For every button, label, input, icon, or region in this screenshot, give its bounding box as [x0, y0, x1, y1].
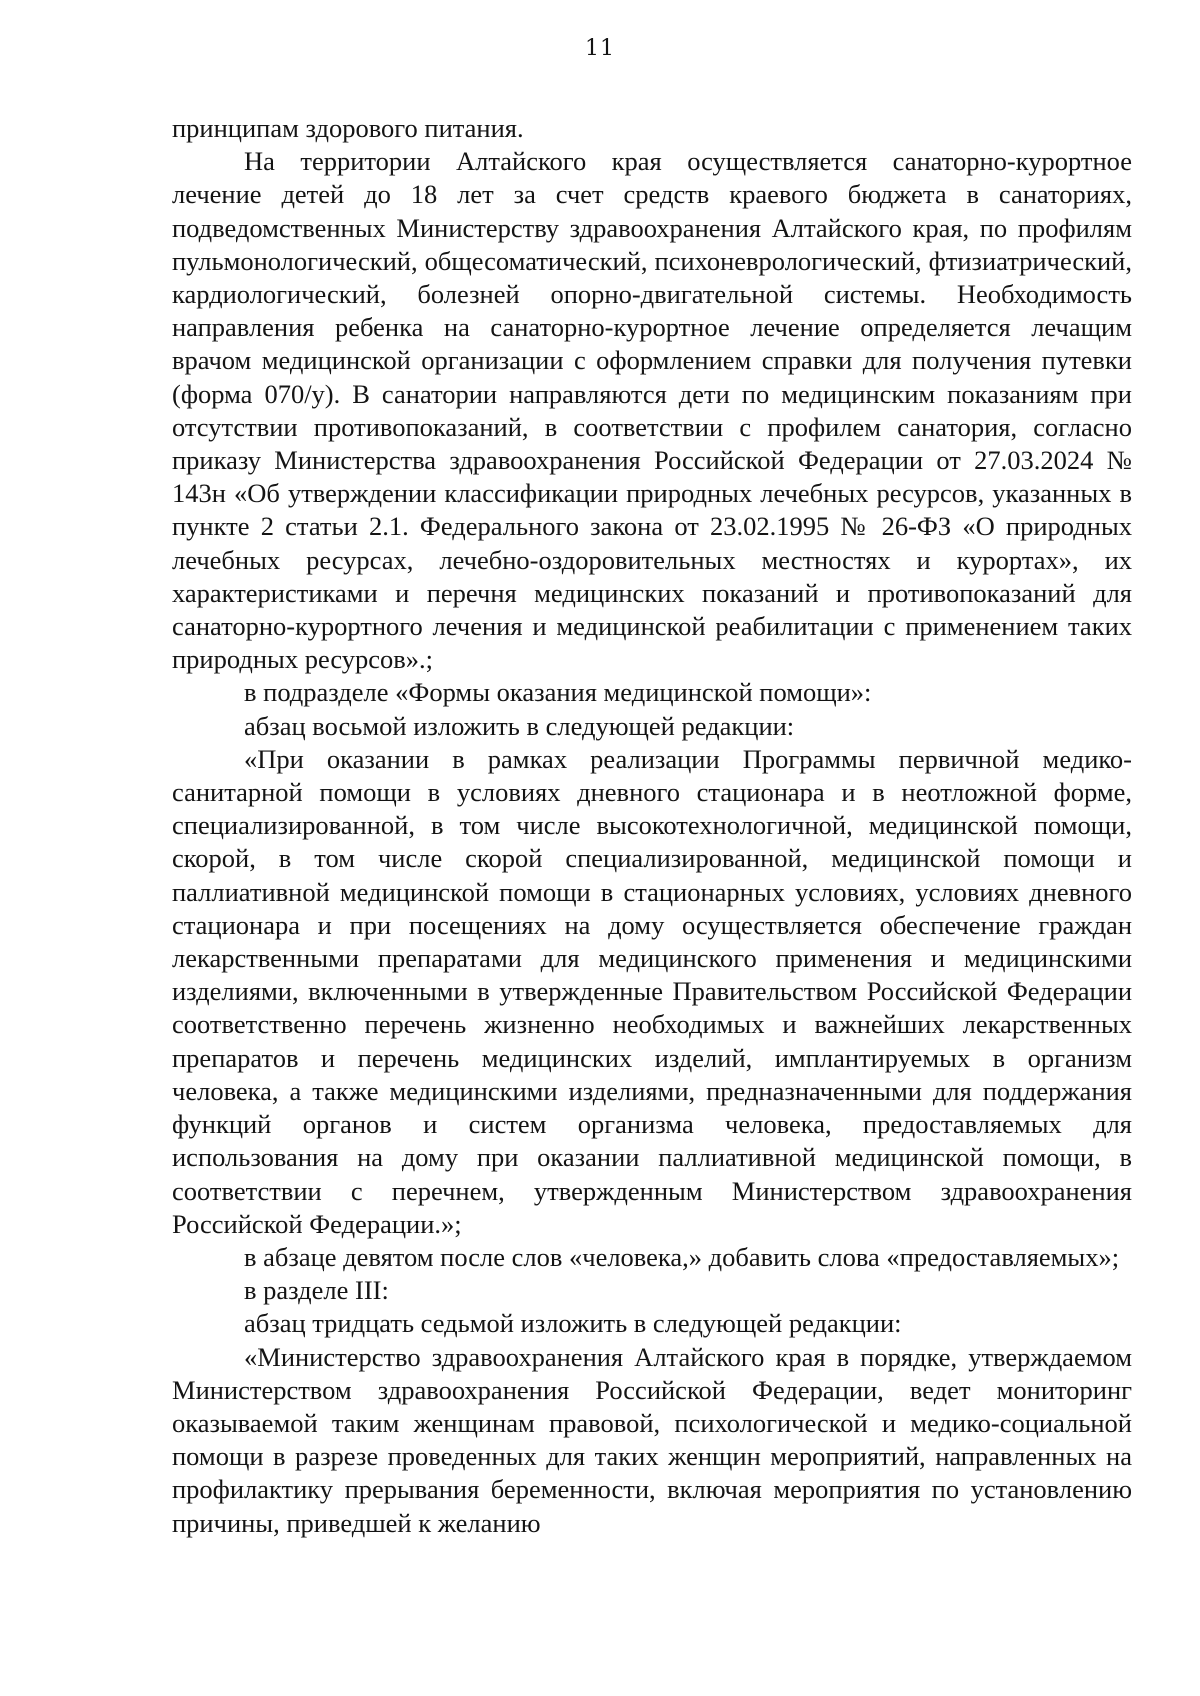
paragraph-subsection-forms: в подразделе «Формы оказания медицинской помощи»: — [244, 677, 872, 708]
paragraph-continuation: принципам здорового питания. — [172, 113, 524, 143]
paragraph-abzac-ninth: в абзаце девятом после слов «человека,» добавить слова «предоставляемых»; — [244, 1241, 1120, 1272]
document-body — [172, 112, 1132, 1540]
paragraph-sanatorium-treatment: На территории Алтайского края осуществляется санаторно-курортное лечение детей до 18 лет за счет средств краевого бюджета в санаториях, подведомственных Министерству здравоохранения Алтайского края, по профилям пульмонологический, общесоматический, психоневрологический, фтизиатрический, кардиологический, болезней опорно-двигательной системы. Необходимость направления ребенка на санаторно-курортное лечение определяется лечащим врачом медицинской организации с оформлением справки для получения путевки (форма 070/у). В санатории направляются дети по медицинским показаниям при отсутствии противопоказаний, в соответствии с профилем санатория, согласно приказу Министерства здравоохранения Российской Федерации от 27.03.2024 № 143н «Об утверждении классификации природных лечебных ресурсов, указанных в пункте 2 статьи 2.1. Федерального закона от 23.02.1995 № 26-ФЗ «О природных лечебных ресурсах, лечебно-оздоровительных местностях и курортах», их характеристиками и перечня медицинских показаний и противопоказаний для санаторно-курортного лечения и медицинской реабилитации с применением таких природных ресурсов».; — [172, 146, 1132, 675]
paragraph-quoted-amendment-1: «При оказании в рамках реализации Программы первичной медико-санитарной помощи в условиях дневного стационара и в неотложной форме, специализированной, в том числе высокотехнологичной, медицинской помощи, скорой, в том числе скорой специализированной, медицинской помощи и паллиативной медицинской помощи в стационарных условиях, условиях дневного стационара и при посещениях на дому осуществляется обеспечение граждан лекарственными препаратами для медицинского применения и медицинскими изделиями, включенными в утвержденные Правительством Российской Федерации соответственно перечень жизненно необходимых и важнейших лекарственных препаратов и перечень медицинских изделий, имплантируемых в организм человека, а также медицинскими изделиями, предназначенными для поддержания функций органов и систем организма человека, предоставляемых для использования на дому при оказании паллиативной медицинской помощи, в соответствии с перечнем, утвержденным Министерством здравоохранения Российской Федерации.»; — [172, 743, 1132, 1239]
paragraph-quoted-amendment-2: «Министерство здравоохранения Алтайского края в порядке, утверждаемом Министерством здравоохранения Российской Федерации, ведет мониторинг оказываемой таким женщинам правовой, психологической и медико-социальной помощи в разрезе проведенных для таких женщин мероприятий, направленных на профилактику прерывания беременности, включая мероприятия по установлению причины, приведшей к желанию — [172, 1341, 1132, 1538]
paragraph-abzac-thirty-seventh: абзац тридцать седьмой изложить в следующей редакции: — [244, 1308, 902, 1339]
paragraph-abzac-eighth: абзац восьмой изложить в следующей редакции: — [244, 710, 795, 741]
paragraph-section-three: в разделе III: — [244, 1275, 389, 1306]
page-number: 11 — [585, 36, 615, 61]
